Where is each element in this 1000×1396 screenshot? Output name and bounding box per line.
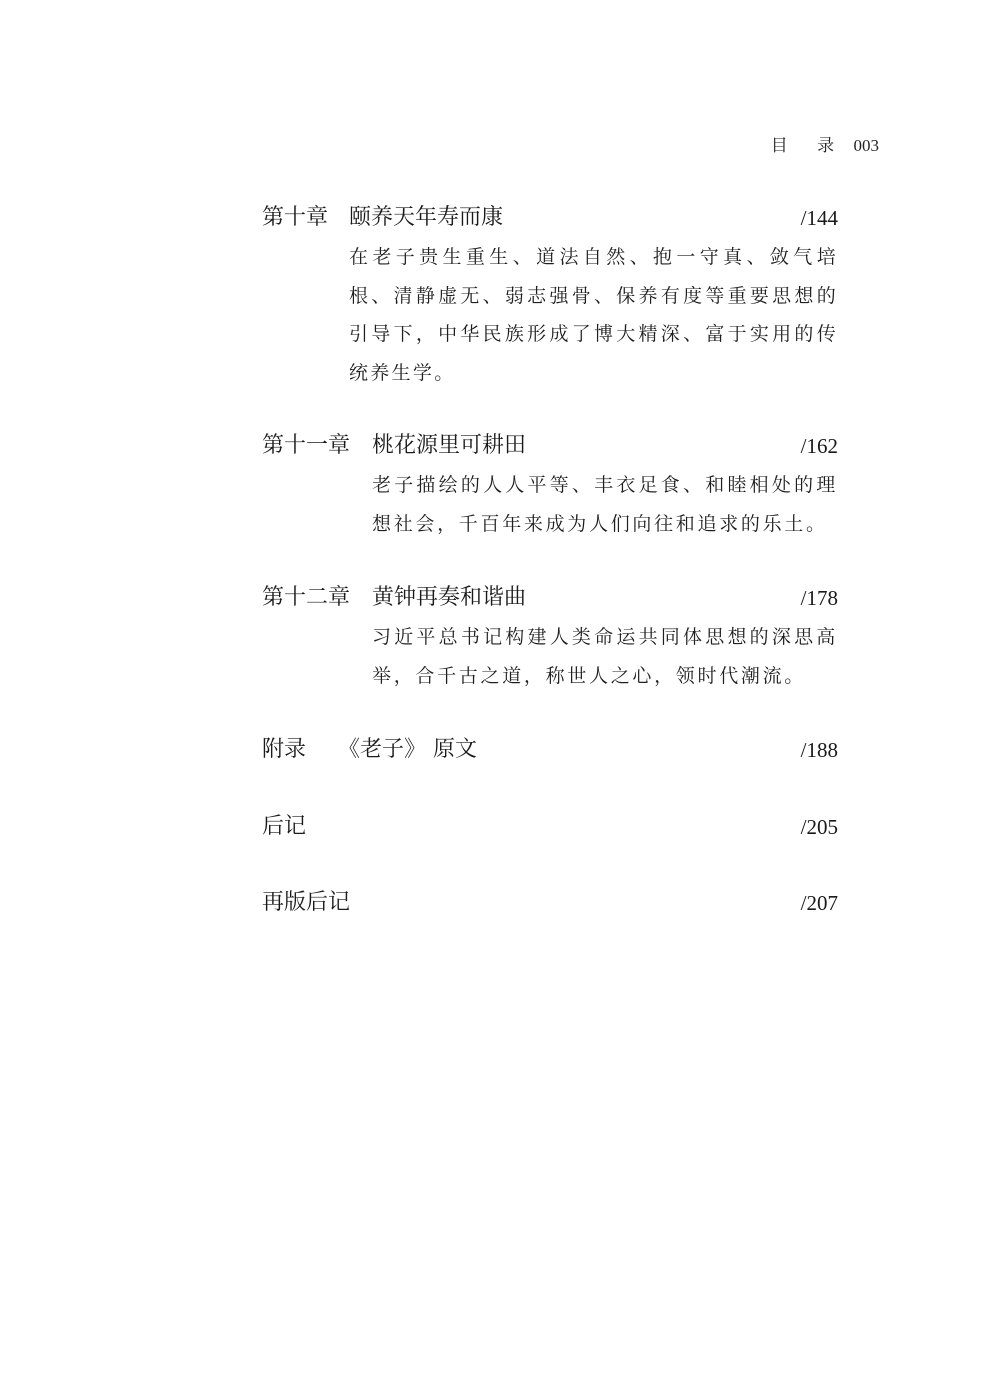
chapter-title: 黄钟再奏和谐曲 bbox=[372, 585, 527, 610]
toc-entry-chapter-11[interactable] bbox=[262, 427, 838, 535]
revised-afterword-label: 再版后记 bbox=[262, 890, 351, 915]
toc-entry-heading bbox=[262, 199, 838, 237]
toc-entry-heading bbox=[262, 427, 838, 465]
appendix-page-number: /188 bbox=[800, 738, 838, 762]
chapter-page-number: /178 bbox=[800, 586, 838, 610]
chapter-label: 第十二章 bbox=[262, 585, 351, 610]
chapter-summary: 在老子贵生重生、道法自然、抱一守真、敛气培根、清静虚无、弱志强骨、保养有度等重要思想的引导下，中华民族形成了博大精深、富于实用的传统养生学。 bbox=[349, 246, 838, 384]
toc-entry-heading bbox=[262, 731, 838, 769]
chapter-summary: 习近平总书记构建人类命运共同体思想的深思高举，合千古之道，称世人之心，领时代潮流。 bbox=[372, 626, 838, 687]
toc-entry-appendix[interactable] bbox=[262, 731, 838, 769]
running-head bbox=[771, 131, 879, 156]
afterword-label: 后记 bbox=[262, 814, 307, 839]
chapter-title: 颐养天年寿而康 bbox=[349, 205, 504, 230]
appendix-label: 附录 bbox=[262, 737, 307, 762]
chapter-summary: 老子描绘的人人平等、丰衣足食、和睦相处的理想社会，千百年来成为人们向往和追求的乐土。 bbox=[372, 474, 838, 535]
appendix-title: 《老子》 原文 bbox=[338, 737, 477, 762]
toc-entry-chapter-10[interactable] bbox=[262, 199, 838, 384]
afterword-page-number: /205 bbox=[800, 815, 838, 839]
running-head-page-number: 003 bbox=[853, 136, 879, 155]
toc-entry-revised-afterword[interactable] bbox=[262, 884, 838, 922]
revised-afterword-page-number: /207 bbox=[800, 891, 838, 915]
running-head-label: 目 录 bbox=[770, 136, 847, 156]
chapter-page-number: /162 bbox=[800, 434, 838, 458]
chapter-title: 桃花源里可耕田 bbox=[372, 433, 527, 458]
toc-entry-heading bbox=[262, 884, 838, 922]
toc-entry-afterword[interactable] bbox=[262, 808, 838, 846]
toc-entry-heading bbox=[262, 808, 838, 846]
chapter-page-number: /144 bbox=[800, 206, 838, 230]
chapter-label: 第十一章 bbox=[262, 433, 351, 458]
chapter-label: 第十章 bbox=[262, 205, 329, 230]
toc-entry-chapter-12[interactable] bbox=[262, 579, 838, 687]
toc-entry-heading bbox=[262, 579, 838, 617]
